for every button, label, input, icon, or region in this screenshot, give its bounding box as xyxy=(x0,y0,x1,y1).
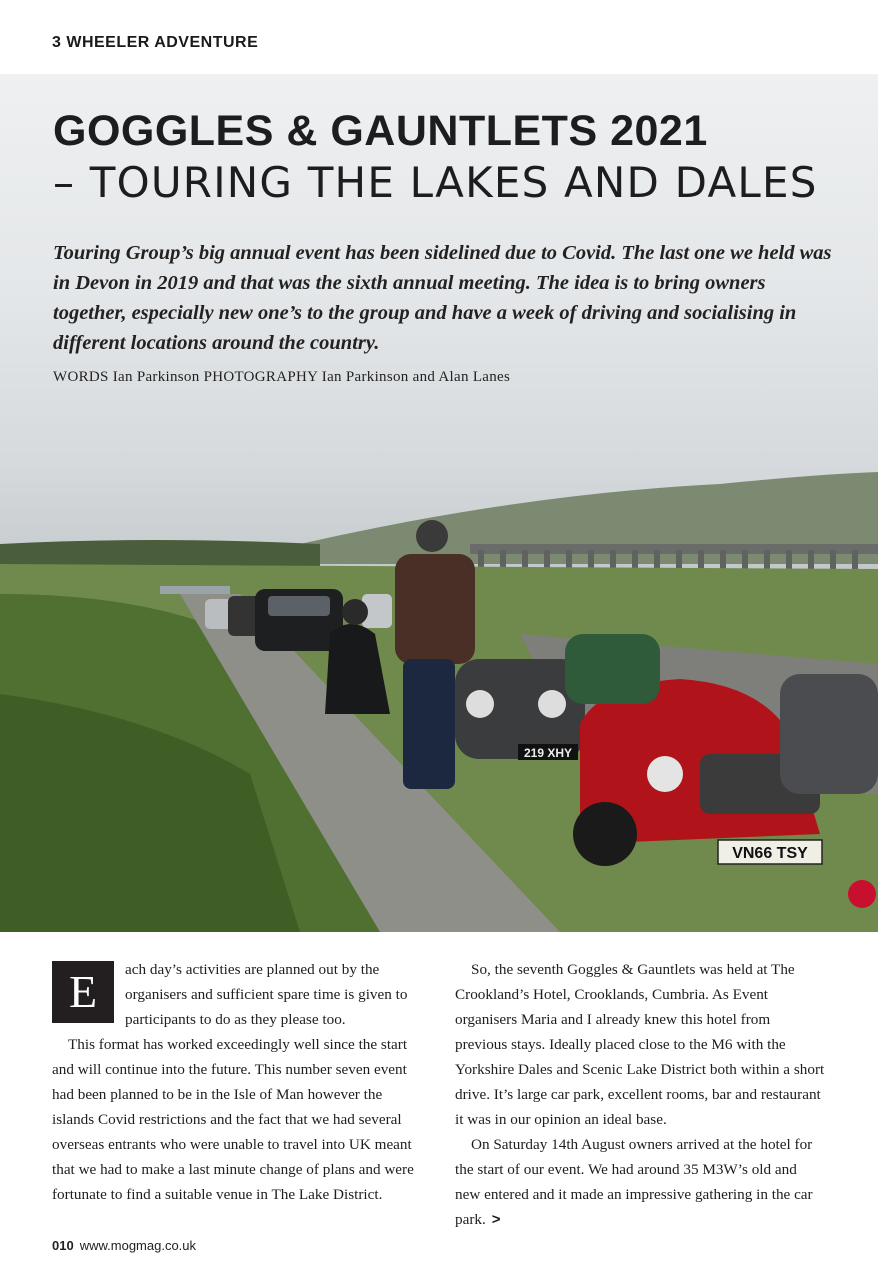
paragraph xyxy=(455,1132,825,1232)
article-title: GOGGLES & GAUNTLETS 2021 xyxy=(53,107,708,155)
page-number: 010 xyxy=(52,1238,74,1253)
continue-arrow-icon: > xyxy=(491,1211,501,1228)
plate-front: VN66 TSY xyxy=(732,845,808,862)
body-column-left xyxy=(52,957,422,1207)
paragraph: So, the seventh Goggles & Gauntlets was held at The Crookland’s Hotel, Crooklands, Cumbria. As Event organisers Maria and I already knew this hotel from previous stays. Ideally placed close to the M6 with the Yorkshire Dales and Scenic Lake District both within a short drive. It’s large car park, excellent rooms, bar and restaurant it was in our opinion an ideal base. xyxy=(455,961,825,1128)
body-column-right xyxy=(455,957,825,1232)
paragraph-text: On Saturday 14th August owners arrived at the hotel for the start of our event. We had around 35 M3W’s old and new entered and it made an impressive gathering in the car park. xyxy=(455,1136,813,1228)
website-link[interactable]: www.mogmag.co.uk xyxy=(79,1238,197,1253)
paragraph xyxy=(52,957,422,1032)
paragraph-text: ach day’s activities are planned out by the organisers and sufficient spare time is given to participants to do as they please too. xyxy=(125,961,408,1028)
credits: WORDS Ian Parkinson PHOTOGRAPHY Ian Parkinson and Alan Lanes xyxy=(53,369,511,385)
drop-cap: E xyxy=(52,961,114,1023)
article-subtitle: – TOURING THE LAKES AND DALES xyxy=(53,158,818,207)
section-label: 3 WHEELER ADVENTURE xyxy=(52,34,259,51)
plate-rear: 219 XHY xyxy=(523,746,573,760)
standfirst: Touring Group’s big annual event has been sidelined due to Covid. The last one we held was in Devon in 2019 and that was the sixth annual meeting. The idea is to bring owners together, especially new one’s to the group and have a week of driving and socialising in different locations around the country. xyxy=(53,242,832,354)
paragraph: This format has worked exceedingly well since the start and will continue into the future. This number seven event had been planned to be in the Isle of Man however the islands Covid restrictions and the fact that we had several overseas entrants who were unable to travel into UK meant that we had to make a last minute change of plans and were fortunate to find a suitable venue in The Lake District. xyxy=(52,1036,414,1203)
page-footer xyxy=(52,1238,196,1253)
